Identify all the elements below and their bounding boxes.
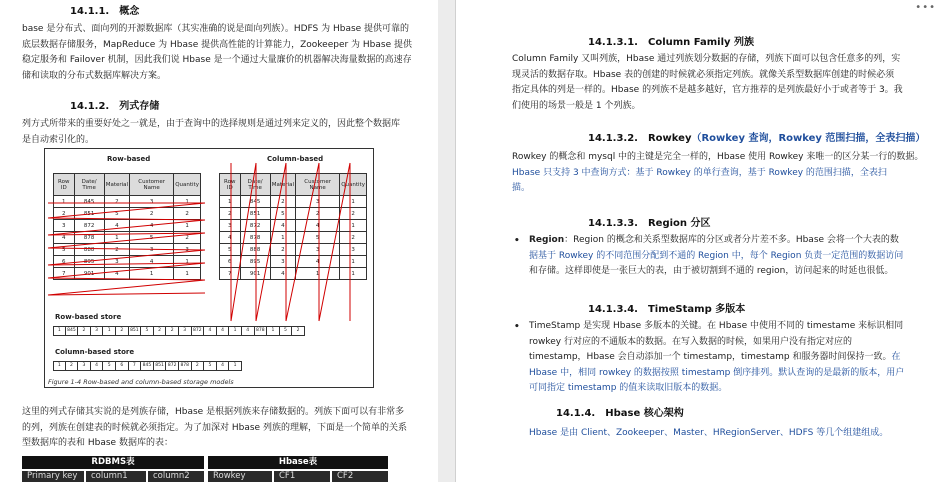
store-cell: 2 — [78, 326, 91, 336]
table-row — [220, 196, 367, 208]
table-cell: 3 — [340, 244, 367, 256]
table-cell: 2 — [174, 208, 201, 220]
rowkey-paragraph — [512, 150, 923, 197]
table-cell: 6 — [54, 256, 75, 268]
store-cell: 5 — [103, 361, 116, 371]
table-cell: 3 — [296, 196, 340, 208]
rowkey-line: 描。 — [512, 183, 531, 194]
closing-line: 型数据库的表和 Hbase 数据库的表： — [22, 438, 173, 449]
header-cell: Customer Name — [130, 174, 174, 196]
table-cell: 2 — [270, 196, 295, 208]
row-store-label: Row-based store — [55, 313, 122, 321]
table-cell: 4 — [270, 220, 295, 232]
table-cell: 4 — [296, 220, 340, 232]
hbase-title: Hbase表 — [208, 456, 388, 469]
storage-figure — [44, 148, 374, 388]
table-cell: 872 — [74, 220, 104, 232]
table-cell: 3 — [54, 220, 75, 232]
table-row — [220, 268, 367, 280]
table-row — [54, 232, 201, 244]
rowkey-heading-text: 14.1.3.2. Rowkey — [588, 133, 692, 144]
table-cell: 4 — [270, 268, 295, 280]
bullet-icon: • — [514, 236, 520, 246]
right-page — [455, 0, 942, 482]
store-cell: 878 — [179, 361, 192, 371]
column-based-table — [219, 173, 367, 280]
region-paragraph — [529, 233, 903, 280]
header-cell: Date/ Time — [240, 174, 270, 196]
store-cell: 5 — [141, 326, 154, 336]
concept-paragraph — [22, 22, 412, 84]
store-cell: 2 — [192, 361, 205, 371]
header-cell: Row ID — [220, 174, 241, 196]
store-cell: 7 — [129, 361, 142, 371]
store-cell: 6 — [116, 361, 129, 371]
bullet-icon: • — [514, 322, 520, 332]
header-cell: Date/ Time — [74, 174, 104, 196]
table-cell: 4 — [104, 268, 129, 280]
table-cell: 1 — [174, 268, 201, 280]
header-cell: Material — [270, 174, 295, 196]
table-cell: 895 — [240, 256, 270, 268]
table-cell: 845 — [74, 196, 104, 208]
table-cell: 7 — [220, 268, 241, 280]
table-cell: 888 — [74, 244, 104, 256]
rdbms-col: column1 — [86, 471, 146, 482]
table-cell: 1 — [296, 268, 340, 280]
heading-concept: 14.1.1. 概念 — [70, 6, 140, 17]
table-cell: 901 — [240, 268, 270, 280]
table-cell: 4 — [220, 232, 241, 244]
heading-timestamp: 14.1.3.4. TimeStamp 多版本 — [588, 304, 746, 315]
table-cell: 1 — [174, 220, 201, 232]
closing-line: 的列，列族在创建表的时候就必须指定。为了加深对 Hbase 列族的理解，下面是一个简单的关系 — [22, 422, 407, 433]
row-arrow — [48, 293, 205, 295]
ts-line: Hbase 中，相同 rowkey 的数据按照 timestamp 倒序排列。默认查询的是最新的版本，用户 — [529, 367, 905, 378]
table-row — [54, 196, 201, 208]
header-cell: Material — [104, 174, 129, 196]
region-line: 和存储。这样即使是一张巨大的表，由于被切割到不通的 region，访问起来的时延也很低。 — [529, 266, 894, 277]
hbase-col: CF2 — [332, 471, 388, 482]
table-cell: 1 — [340, 256, 367, 268]
concept-line: base 是分布式、面向列的开源数据库（其实准确的说是面向列族）。HDFS 为 Hbase 提供可靠的 — [22, 24, 410, 34]
table-cell: 1 — [54, 196, 75, 208]
table-cell: 3 — [270, 256, 295, 268]
concept-line: 储和读取的分布式数据库解决方案。 — [22, 70, 167, 81]
rowkey-line: Hbase 只支持 3 中查询方式：基于 Rowkey 的单行查询，基于 Rowkey 的范围扫描，全表扫 — [512, 167, 887, 178]
store-cell: 2 — [116, 326, 129, 336]
core-paragraph: Hbase 是由 Client、Zookeeper、Master、HRegionServer、HDFS 等几个组建组成。 — [529, 428, 889, 438]
store-cell: 851 — [154, 361, 167, 371]
cf-line: Column Family 又叫列族，Hbase 通过列族划分数据的存储，列族下面可以包含任意多的列，实 — [512, 54, 901, 64]
region-line: Region：Region 的概念和关系型数据库的分区或者分片差不多。Hbase 会将一个大表的数 — [529, 235, 899, 245]
table-cell: 1 — [220, 196, 241, 208]
ts-line: timestamp，Hbase 会自动添加一个 timestamp，timestamp 和服务器时间保持一致。在 — [529, 352, 901, 363]
heading-columnar: 14.1.2. 列式存储 — [70, 101, 160, 112]
table-cell: 872 — [240, 220, 270, 232]
store-cell: 4 — [204, 326, 217, 336]
columnar-paragraph — [22, 117, 400, 148]
table-cell: 2 — [220, 208, 241, 220]
table-cell: 5 — [130, 232, 174, 244]
table-cell: 5 — [296, 232, 340, 244]
cf-line: 指定具体的列是一样的。Hbase 的列族不是越多越好，官方推荐的是列族最好小于或者等于 3。我 — [512, 85, 903, 96]
table-row — [220, 256, 367, 268]
table-cell: 3 — [130, 196, 174, 208]
table-cell: 4 — [104, 220, 129, 232]
table-cell: 2 — [340, 208, 367, 220]
table-cell: 845 — [240, 196, 270, 208]
row-return-arrow — [48, 280, 205, 295]
table-cell: 895 — [74, 256, 104, 268]
table-cell: 901 — [74, 268, 104, 280]
store-cell: 3 — [91, 326, 104, 336]
timestamp-paragraph — [529, 319, 904, 397]
table-cell: 4 — [54, 232, 75, 244]
table-cell: 2 — [54, 208, 75, 220]
ts-line: rowkey 行对应的不通版本的数据。在写入数据的时候，如果用户没有指定对应的 — [529, 336, 852, 347]
table-cell: 7 — [54, 268, 75, 280]
table-cell: 6 — [220, 256, 241, 268]
heading-rowkey — [588, 129, 925, 144]
store-cell: 878 — [255, 326, 268, 336]
table-cell: 2 — [174, 232, 201, 244]
store-cell: 3 — [78, 361, 91, 371]
region-line: 据基于 Rowkey 的不同范围分配到不通的 Region 中，每个 Region 负责一定范围的数据访问 — [529, 250, 904, 261]
table-cell: 1 — [340, 196, 367, 208]
column-store-label: Column-based store — [55, 348, 135, 356]
cf-line: 们使用的场景一般是 1 个列族。 — [512, 100, 641, 111]
heading-region: 14.1.3.3. Region 分区 — [588, 218, 711, 229]
column-based-title: Column-based — [267, 155, 324, 163]
row-store — [53, 326, 305, 336]
more-dots[interactable]: ••• — [915, 2, 936, 13]
store-cell: 1 — [229, 361, 242, 371]
table-cell: 3 — [130, 244, 174, 256]
left-page — [0, 0, 438, 482]
table-cell: 878 — [240, 232, 270, 244]
cf-paragraph — [512, 52, 903, 114]
table-cell: 3 — [104, 256, 129, 268]
table-cell: 1 — [174, 196, 201, 208]
table-row — [220, 232, 367, 244]
store-cell: 1 — [103, 326, 116, 336]
store-cell: 872 — [166, 361, 179, 371]
heading-core: 14.1.4. Hbase 核心架构 — [556, 408, 684, 419]
cf-line: 现灵活的数据存取。Hbase 表的创建的时候就必须指定列族。就像关系型数据库创建的时候必须 — [512, 69, 895, 80]
column-based-body — [220, 196, 367, 280]
columnar-line: 列方式所带来的重要好处之一就是，由于查询中的选择规则是通过列来定义的，因此整个数据库 — [22, 119, 401, 129]
table-row — [54, 268, 201, 280]
table-cell: 888 — [240, 244, 270, 256]
concept-line: 底层数据存储服务，MapReduce 为 Hbase 提供高性能的计算能力，Zookeeper 为 Hbase 提供 — [22, 39, 412, 50]
table-cell: 2 — [296, 208, 340, 220]
store-cell: 2 — [166, 326, 179, 336]
store-cell: 2 — [154, 326, 167, 336]
table-row — [54, 220, 201, 232]
store-cell: 5 — [204, 361, 217, 371]
header-cell: Quantity — [174, 174, 201, 196]
table-cell: 2 — [130, 208, 174, 220]
table-cell: 1 — [270, 232, 295, 244]
table-cell: 1 — [340, 268, 367, 280]
table-cell: 851 — [74, 208, 104, 220]
heading-column-family: 14.1.3.1. Column Family 列族 — [588, 37, 755, 48]
table-cell: 2 — [104, 196, 129, 208]
rdbms-col: Primary key — [22, 471, 84, 482]
table-cell: 3 — [174, 244, 201, 256]
rowkey-heading-extra: （Rowkey 查询，Rowkey 范围扫描，全表扫描） — [691, 133, 926, 144]
table-cell: 5 — [220, 244, 241, 256]
table-cell: 2 — [104, 244, 129, 256]
store-cell: 4 — [91, 361, 104, 371]
table-row — [220, 244, 367, 256]
closing-line: 这里的列式存储其实说的是列族存储，Hbase 是根据列族来存储数据的。列族下面可以有非常多 — [22, 407, 405, 417]
table-row — [220, 208, 367, 220]
row-based-title: Row-based — [107, 155, 151, 163]
table-cell: 4 — [296, 256, 340, 268]
header-cell: Quantity — [340, 174, 367, 196]
table-cell: 4 — [130, 220, 174, 232]
table-cell: 2 — [340, 232, 367, 244]
store-cell: 845 — [66, 326, 79, 336]
row-based-body — [54, 196, 201, 280]
ts-line: TimeStamp 是实现 Hbase 多版本的关键。在 Hbase 中使用不同的 timestame 来标识相同 — [529, 321, 904, 331]
rdbms-title: RDBMS表 — [22, 456, 204, 469]
store-cell: 3 — [179, 326, 192, 336]
table-cell: 1 — [130, 268, 174, 280]
figure-caption: Figure 1-4 Row-based and column-based storage models — [48, 378, 234, 386]
store-cell: 4 — [217, 361, 230, 371]
table-row — [54, 208, 201, 220]
table-cell: 2 — [270, 244, 295, 256]
rowkey-line: Rowkey 的概念和 mysql 中的主键是完全一样的，Hbase 使用 Rowkey 来唯一的区分某一行的数据。 — [512, 152, 924, 162]
store-cell: 1 — [53, 361, 66, 371]
hbase-col: CF1 — [274, 471, 330, 482]
table-cell: 3 — [296, 244, 340, 256]
store-cell: 1 — [267, 326, 280, 336]
table-row — [54, 244, 201, 256]
table-row — [54, 256, 201, 268]
store-cell: 5 — [280, 326, 293, 336]
store-cell: 872 — [192, 326, 205, 336]
table-cell: 5 — [54, 244, 75, 256]
columnar-line: 是自动索引化的。 — [22, 134, 95, 145]
closing-paragraph — [22, 405, 407, 452]
region-label: Region — [529, 235, 565, 245]
table-cell: 1 — [104, 232, 129, 244]
header-cell: Customer Name — [296, 174, 340, 196]
store-cell: 2 — [66, 361, 79, 371]
table-cell: 5 — [104, 208, 129, 220]
rdbms-col: column2 — [148, 471, 204, 482]
column-store — [53, 361, 242, 371]
header-cell: Row ID — [54, 174, 75, 196]
table-cell: 1 — [174, 256, 201, 268]
ts-line: 可同指定 timestamp 的值来读取旧版本的数据。 — [529, 383, 728, 394]
store-cell: 2 — [292, 326, 305, 336]
store-cell: 1 — [53, 326, 66, 336]
concept-line: 稳定服务和 Failover 机制，因此我们说 Hbase 是一个通过大量廉价的机器解决海量数据的高速存 — [22, 55, 412, 66]
store-cell: 4 — [217, 326, 230, 336]
table-row — [220, 220, 367, 232]
table-cell: 1 — [340, 220, 367, 232]
store-cell: 845 — [141, 361, 154, 371]
hbase-col: Rowkey — [208, 471, 272, 482]
store-cell: 1 — [229, 326, 242, 336]
row-based-table — [53, 173, 201, 280]
table-cell: 878 — [74, 232, 104, 244]
store-cell: 851 — [129, 326, 142, 336]
table-cell: 851 — [240, 208, 270, 220]
table-cell: 4 — [130, 256, 174, 268]
store-cell: 4 — [242, 326, 255, 336]
table-cell: 3 — [220, 220, 241, 232]
table-cell: 5 — [270, 208, 295, 220]
